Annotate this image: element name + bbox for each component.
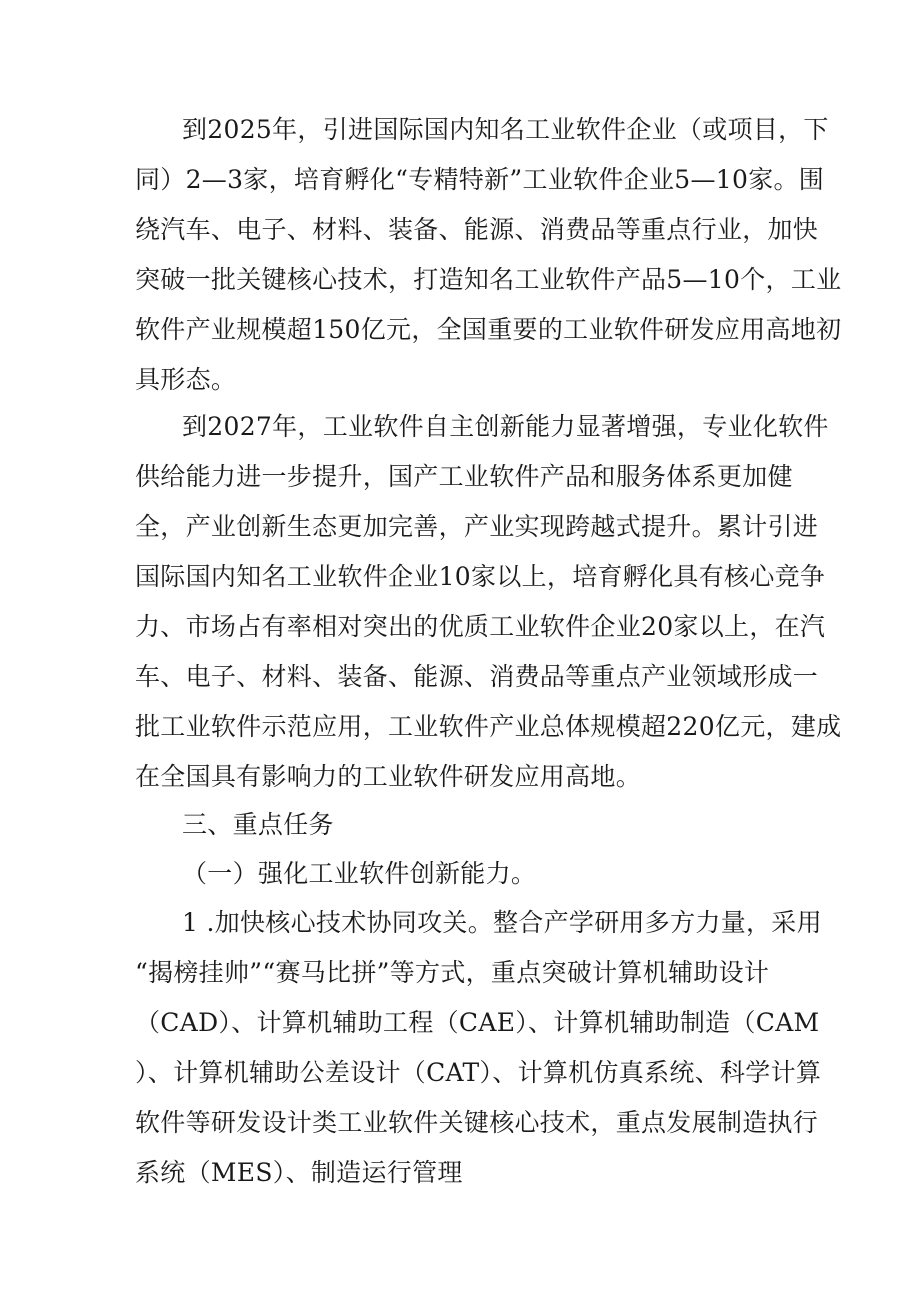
text-line: 同）2—3家，培育孵化“专精特新”工业软件企业5—10家。围 <box>135 165 825 194</box>
text-line: 到2027年，工业软件自主创新能力显著增强，专业化软件 <box>182 412 829 441</box>
text-line: 系统（MES）、制造运行管理 <box>135 1158 463 1187</box>
subsection-heading: （一）强化工业软件创新能力。 <box>182 859 537 888</box>
section-heading: 三、重点任务 <box>182 810 334 839</box>
text-line: 绕汽车、电子、材料、装备、能源、消费品等重点行业，加快 <box>135 215 819 244</box>
text-line: 国际国内知名工业软件企业10家以上，培育孵化具有核心竞争 <box>135 562 826 591</box>
text-line: “揭榜挂帅”“赛马比拼”等方式，重点突破计算机辅助设计 <box>135 958 770 987</box>
text-line: 在全国具有影响力的工业软件研发应用高地。 <box>135 762 642 791</box>
text-line: （CAD）、计算机辅助工程（CAE）、计算机辅助制造（CAM <box>135 1008 820 1037</box>
text-line: 突破一批关键核心技术，打造知名工业软件产品5—10个，工业 <box>135 265 842 294</box>
text-line: 车、电子、材料、装备、能源、消费品等重点产业领域形成一 <box>135 662 819 691</box>
text-line: 软件等研发设计类工业软件关键核心技术，重点发展制造执行 <box>135 1108 819 1137</box>
text-line: 1 .加快核心技术协同攻关。整合产学研用多方力量，采用 <box>182 908 822 937</box>
text-line: 全，产业创新生态更加完善，产业实现跨越式提升。累计引进 <box>135 512 819 541</box>
text-line: 软件产业规模超150亿元，全国重要的工业软件研发应用高地初 <box>135 315 842 344</box>
text-line: 批工业软件示范应用，工业软件产业总体规模超220亿元，建成 <box>135 712 842 741</box>
text-line: 具形态。 <box>135 365 237 394</box>
text-line: ）、计算机辅助公差设计（CAT）、计算机仿真系统、科学计算 <box>135 1058 822 1087</box>
text-line: 到2025年，引进国际国内知名工业软件企业（或项目，下 <box>182 115 829 144</box>
text-line: 力、市场占有率相对突出的优质工业软件企业20家以上，在汽 <box>135 612 826 641</box>
text-line: 供给能力进一步提升，国产工业软件产品和服务体系更加健 <box>135 462 793 491</box>
